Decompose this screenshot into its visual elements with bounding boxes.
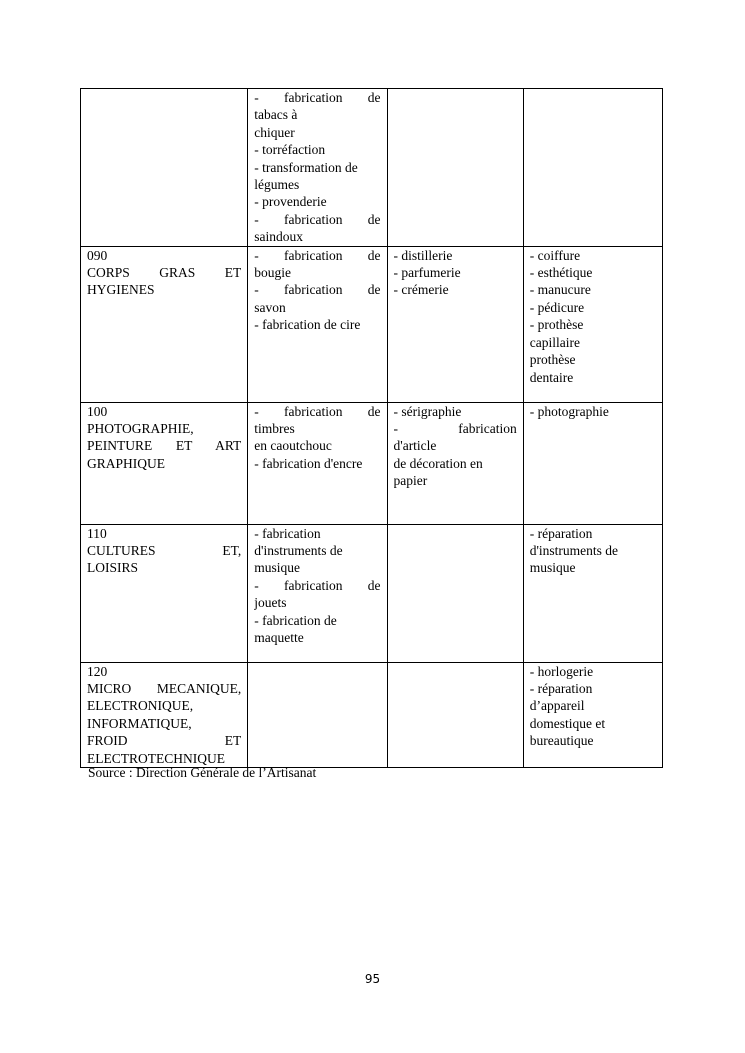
cell-line: bougie [254, 265, 292, 281]
sector-name: INFORMATIQUE, [87, 715, 192, 731]
cell-line: d’appareil [529, 698, 585, 714]
production-cell [248, 402, 387, 524]
page-number: 95 [364, 972, 381, 986]
sector-code: 120 [87, 663, 108, 679]
cell-line: saindoux [254, 229, 304, 245]
cell-line: - prothèse [529, 317, 584, 333]
cell-line: - réparation [529, 525, 593, 541]
sector-name: GRAPHIQUE [87, 455, 166, 471]
sector-code: 110 [87, 525, 107, 541]
cell-line: - fabrication de [254, 90, 381, 105]
table-row [81, 89, 663, 247]
cell-line: - esthétique [529, 265, 593, 281]
cell-line: - manucure [529, 282, 591, 298]
cell-line: prothèse [529, 352, 576, 368]
cell-line: dentaire [529, 369, 574, 385]
service-cell [523, 89, 662, 247]
cell-line: - fabrication de [254, 247, 381, 263]
cell-line: musique [529, 560, 576, 576]
sector-cell [81, 246, 248, 402]
service-cell [523, 246, 662, 402]
production-cell [248, 662, 387, 767]
cell-line: - fabrication de [254, 211, 381, 227]
production-cell [248, 524, 387, 662]
cell-line: en caoutchouc [254, 438, 332, 454]
table-row [81, 246, 663, 402]
cell-line: - fabrication [393, 421, 517, 437]
art-cell [387, 524, 523, 662]
source-note: Source : Direction Générale de l’Artisanat [88, 765, 317, 780]
cell-line: - réparation [529, 681, 593, 697]
cell-line: - fabrication de [254, 612, 337, 628]
cell-line: - torréfaction [254, 142, 326, 158]
sector-cell [81, 662, 248, 767]
cell-line: d'instruments de [254, 543, 343, 559]
cell-line: - distillerie [393, 247, 453, 263]
cell-line: - coiffure [529, 247, 581, 263]
service-cell [523, 524, 662, 662]
art-cell [387, 402, 523, 524]
sector-cell [81, 402, 248, 524]
sector-cell [81, 89, 248, 247]
table-row [81, 662, 663, 767]
production-cell [248, 89, 387, 247]
sector-code: 090 [87, 247, 108, 263]
service-cell [523, 662, 662, 767]
sector-name: FROID ET [87, 733, 242, 749]
production-cell [248, 246, 387, 402]
sector-name: CORPS GRAS ET [87, 265, 242, 281]
cell-line: capillaire [529, 334, 580, 350]
sector-code: 100 [87, 403, 108, 419]
art-cell [387, 662, 523, 767]
artisanat-table [80, 88, 663, 768]
cell-line: d'instruments de [529, 543, 619, 559]
cell-line: - fabrication de [254, 403, 381, 419]
cell-line: savon [254, 299, 286, 315]
cell-line: domestique et [529, 715, 606, 731]
cell-line: tabacs à [254, 107, 298, 123]
sector-cell [81, 524, 248, 662]
cell-line: - horlogerie [529, 663, 594, 679]
table-row [81, 524, 663, 662]
sector-name: PHOTOGRAPHIE, [87, 421, 194, 437]
cell-line: - fabrication de [254, 577, 381, 593]
cell-line: papier [393, 473, 428, 489]
cell-line: légumes [254, 177, 300, 193]
sector-name: HYGIENES [87, 282, 155, 298]
cell-line: - sérigraphie [393, 403, 462, 419]
service-cell [523, 402, 662, 524]
sector-name: PEINTURE ET ART [87, 438, 242, 454]
table-row [81, 402, 663, 524]
sector-name: LOISIRS [87, 560, 139, 576]
cell-line: - photographie [529, 403, 609, 419]
cell-line: maquette [254, 630, 304, 646]
sector-name: ELECTROTECHNIQUE [87, 750, 225, 766]
sector-name: ELECTRONIQUE, [87, 698, 194, 714]
sector-name: CULTURES ET, [87, 543, 242, 559]
cell-line: - provenderie [254, 194, 327, 210]
cell-line: chiquer [254, 124, 295, 140]
cell-line: - crémerie [393, 282, 449, 298]
cell-line: - fabrication [254, 525, 321, 541]
cell-line: jouets [254, 595, 287, 611]
cell-line: - parfumerie [393, 265, 461, 281]
cell-line: timbres [254, 421, 295, 437]
cell-line: de décoration en [393, 455, 483, 471]
cell-line: - pédicure [529, 299, 585, 315]
cell-line: d'article [393, 438, 437, 454]
art-cell [387, 89, 523, 247]
cell-line: - transformation de [254, 159, 358, 175]
art-cell [387, 246, 523, 402]
cell-line: - fabrication de [254, 282, 381, 298]
cell-line: - fabrication de cire [254, 317, 361, 333]
cell-line: musique [254, 560, 301, 576]
cell-line: bureautique [529, 733, 594, 749]
cell-line: - fabrication d'encre [254, 455, 363, 471]
sector-name: MICRO MECANIQUE, [87, 681, 242, 697]
